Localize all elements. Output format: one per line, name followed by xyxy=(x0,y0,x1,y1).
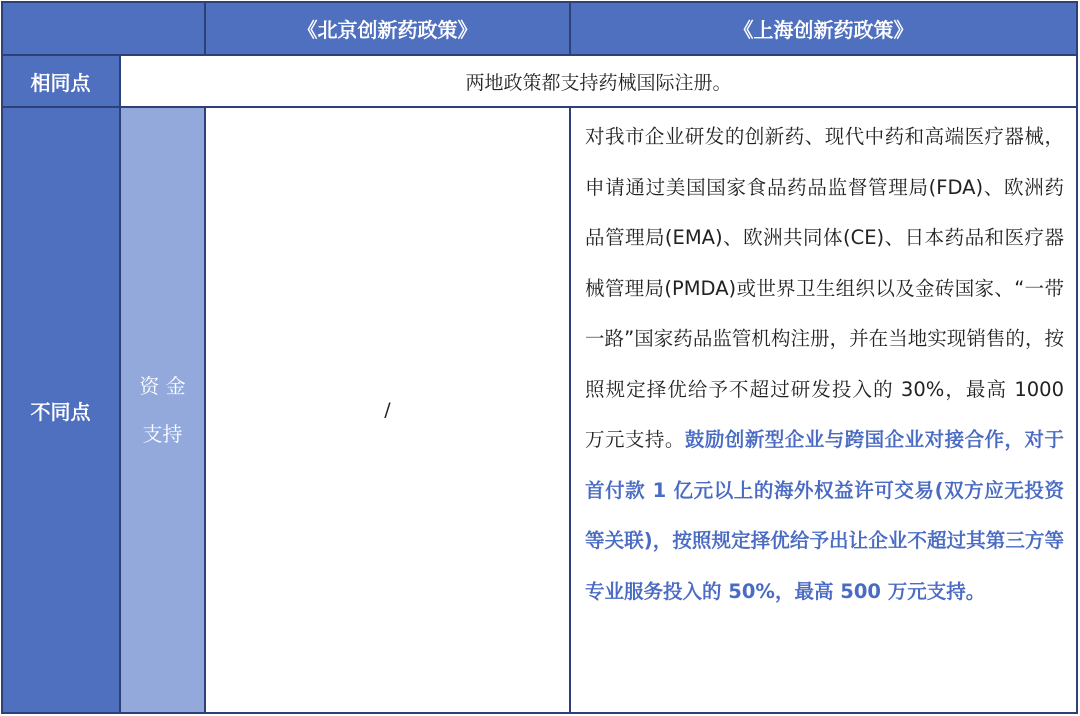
header-beijing: 《北京创新药政策》 xyxy=(206,2,571,56)
beijing-funding-cell: / xyxy=(206,108,571,714)
header-shanghai: 《上海创新药政策》 xyxy=(571,2,1078,56)
sub-label-funding xyxy=(121,108,206,714)
sub-label-line2: 支持 xyxy=(142,422,183,446)
shanghai-funding-text: 对我市企业研发的创新药、现代中药和高端医疗器械，申请通过美国国家食品药品监督管理局(FDA)、欧洲药品管理局(EMA)、欧洲共同体(CE)、日本药品和医疗器械管理局(PMDA)或世界卫生组织以及金砖国家、“一带一路”国家药品监管机构注册，并在当地实现销售的，按照规定择优给予不超过研发投入的 30%，最高 1000 万元支持。 xyxy=(585,125,1064,451)
header-empty-cell xyxy=(2,2,206,56)
row-label-same: 相同点 xyxy=(2,56,121,108)
same-content-cell: 两地政策都支持药械国际注册。 xyxy=(121,56,1078,108)
shanghai-funding-emphasis: 鼓励创新型企业与跨国企业对接合作，对于首付款 1 亿元以上的海外权益许可交易(双方应无投资等关联)，按照规定择优给予出让企业不超过其第三方等专业服务投入的 50%，最高 500 万元支持。 xyxy=(585,428,1064,603)
shanghai-funding-cell xyxy=(571,108,1078,714)
sub-label-line1: 资 金 xyxy=(139,374,186,398)
row-label-diff: 不同点 xyxy=(2,108,121,714)
